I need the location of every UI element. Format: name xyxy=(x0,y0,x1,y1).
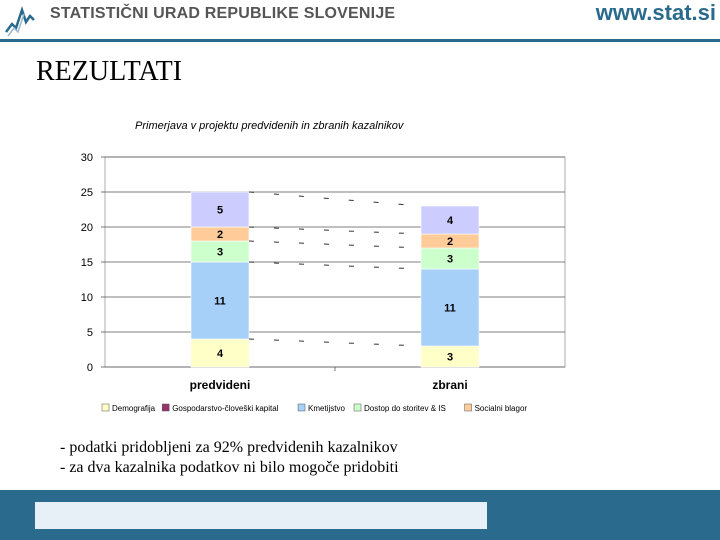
legend-swatch xyxy=(298,404,305,411)
data-label: 3 xyxy=(446,351,454,364)
data-label: 3 xyxy=(216,246,224,259)
header xyxy=(0,0,720,40)
stat-logo-icon xyxy=(4,2,44,38)
x-category-label: zbrani xyxy=(432,378,468,392)
bullet-item: - podatki pridobljeni za 92% predvidenih kazalnikov xyxy=(60,439,398,456)
slide-title: REZULTATI xyxy=(36,56,183,87)
footer-box xyxy=(35,502,487,529)
legend-label: Demografija xyxy=(112,404,156,413)
data-label: 11 xyxy=(444,302,456,315)
y-tick-label: 30 xyxy=(80,152,93,164)
data-label: 3 xyxy=(446,253,454,266)
legend-label: Kmetijstvo xyxy=(308,404,345,413)
data-label: 5 xyxy=(216,204,224,217)
website-link[interactable]: www.stat.si xyxy=(595,0,716,25)
organization-name: STATISTIČNI URAD REPUBLIKE SLOVENIJE xyxy=(50,5,396,22)
data-label: 4 xyxy=(446,215,454,227)
x-category-label: predvideni xyxy=(189,378,251,392)
chart-title: Primerjava v projektu predvidenih in zbranih kazalnikov xyxy=(135,120,404,132)
y-tick-label: 10 xyxy=(80,292,93,304)
legend-label: Dostop do storitev & IS xyxy=(364,404,446,413)
bullet-item: - za dva kazalnika podatkov ni bilo mogoče pridobiti xyxy=(60,459,399,476)
y-tick-label: 0 xyxy=(86,362,93,374)
legend-swatch xyxy=(102,404,109,411)
data-label: 2 xyxy=(216,229,224,241)
y-tick-label: 25 xyxy=(80,187,93,199)
chart-container xyxy=(60,112,580,422)
stacked-bar-chart xyxy=(60,112,580,422)
y-tick-label: 15 xyxy=(80,257,93,269)
legend-label: Socialni blagor xyxy=(474,404,528,413)
data-label: 4 xyxy=(216,348,224,360)
legend-swatch xyxy=(162,404,169,411)
data-label: 2 xyxy=(446,236,454,248)
legend-label: Gospodarstvo-človeški kapital xyxy=(172,404,279,413)
header-divider xyxy=(0,39,720,42)
bullet-list xyxy=(60,438,399,478)
data-label: 11 xyxy=(214,295,226,308)
legend-swatch xyxy=(465,404,472,411)
y-tick-label: 5 xyxy=(86,327,93,339)
y-tick-label: 20 xyxy=(80,222,93,234)
legend-swatch xyxy=(354,404,361,411)
